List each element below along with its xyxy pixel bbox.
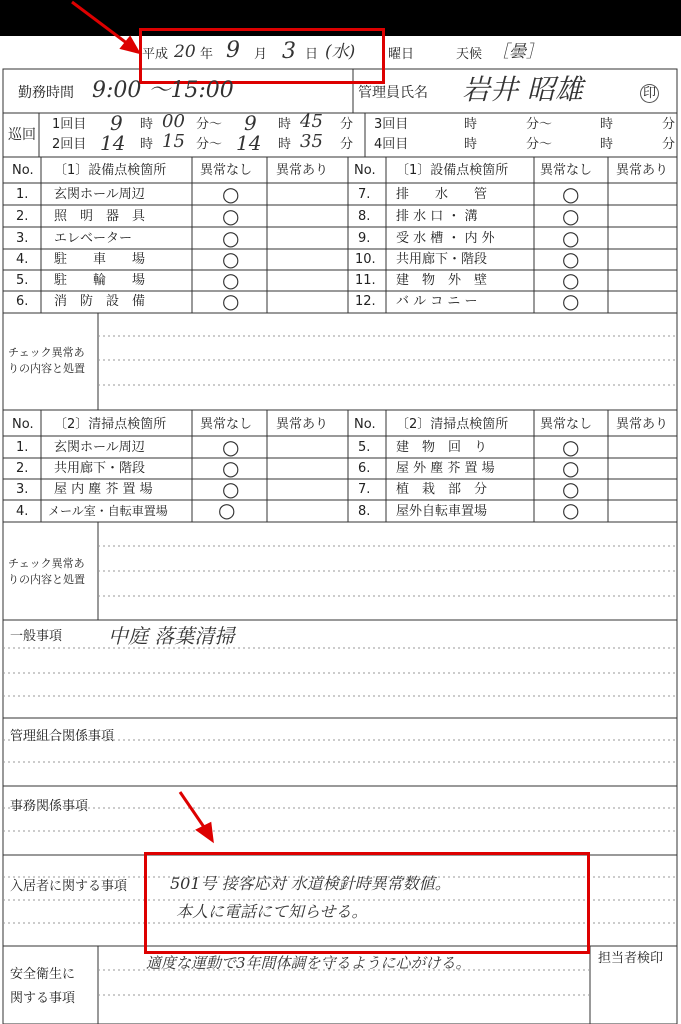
equipment-row-name: 照 明 器 具 [54,209,146,224]
equipment-row-ok-mark: ○ [222,182,240,206]
patrol-round-1-end-hour: 9 [244,111,257,135]
patrol-round-2-start-min: 15 [162,131,185,152]
patrol-round-1-end-min: 45 [300,111,323,132]
patrol-round-2-end-min: 35 [300,131,323,152]
equipment-row-no: 12. [355,294,376,309]
weekday-label: 曜日 [388,47,415,62]
cleaning-row-ok-mark: ○ [218,498,236,522]
patrol-round-2-end-hour: 14 [236,131,262,155]
patrol-round-1-start-min: 00 [162,111,185,132]
equipment-row-no: 2. [16,209,29,224]
patrol-min-from: 分〜 [526,117,553,132]
manager-label: 管理員氏名 [358,85,428,101]
weather-value: ［曇］ [492,42,543,62]
equipment-row-name: 排 水 口 ・ 溝 [396,209,478,224]
cleaning-row-ok-mark: ○ [562,435,580,459]
patrol-round-2-label: 2回目 [52,137,87,152]
cleaning-col-ok: 異常なし [200,417,253,432]
equipment-row-name: 受 水 槽 ・ 内 外 [396,231,495,246]
cleaning-row-name: 玄関ホール周辺 [54,440,145,455]
cleaning-check-label: りの内容と処置 [8,573,85,586]
patrol-round-3-label: 3回目 [374,117,409,132]
cleaning-col-no: No. [12,417,34,432]
equipment-row-ok-mark: ○ [562,268,580,292]
cleaning-row-name: 屋 外 塵 芥 置 場 [396,461,495,476]
equipment-row-name: 建 物 外 壁 [396,273,488,288]
era-label: 平成 [142,47,169,62]
equipment-col-no: No. [12,163,34,178]
patrol-round-4-label: 4回目 [374,137,409,152]
cleaning-row-no: 1. [16,440,29,455]
cleaning-row-no: 2. [16,461,29,476]
year-label: 年 [200,47,214,62]
equipment-row-name: 駐 車 場 [54,252,146,267]
cleaning-col-ok: 異常なし [540,417,593,432]
resident-notes-line-2: 本人に電話にて知らせる。 [176,902,368,921]
cleaning-row-no: 7. [358,482,371,497]
patrol-hour-unit: 時 [600,117,614,132]
patrol-min-from: 分〜 [196,117,223,132]
cleaning-col-no: No. [354,417,376,432]
patrol-hour-unit: 時 [278,117,292,132]
work-time-value: 9:00 〜15:00 [92,78,234,103]
equipment-row-ok-mark: ○ [222,226,240,250]
patrol-round-2-start-hour: 14 [100,131,126,155]
cleaning-col-place: 〔2〕清掃点検箇所 [54,417,167,432]
equipment-row-no: 10. [355,252,376,267]
equipment-row-ok-mark: ○ [562,247,580,271]
cleaning-row-name: 屋外自転車置場 [396,504,488,519]
equipment-row-name: 玄関ホール周辺 [54,187,145,202]
day-label: 日 [305,47,319,62]
patrol-hour-unit: 時 [600,137,614,152]
patrol-min-unit: 分 [340,117,354,132]
patrol-hour-unit: 時 [464,137,478,152]
equipment-row-ok-mark: ○ [222,204,240,228]
equipment-row-name: 駐 輪 場 [54,273,146,288]
association-notes-label: 管理組合関係事項 [10,729,115,744]
manager-name: 岩井 昭雄 [462,73,583,106]
equipment-col-ng: 異常あり [276,163,329,178]
year-value: 20 [174,42,196,62]
weekday-value: (水) [325,42,356,62]
cleaning-row-no: 3. [16,482,29,497]
equipment-row-name: バ ル コ ニ ー [396,294,478,309]
cleaning-row-name: 屋 内 塵 芥 置 場 [54,482,153,497]
cleaning-row-name: 建 物 回 り [396,440,488,455]
general-notes-text: 中庭 落葉清掃 [108,624,235,648]
cleaning-row-no: 6. [358,461,371,476]
work-time-label: 勤務時間 [18,85,74,101]
safety-notes-text: 適度な運動で3年間体調を守るように心がける。 [146,954,471,972]
equipment-row-name: 排 水 管 [396,187,488,202]
equipment-row-no: 8. [358,209,371,224]
equipment-row-no: 3. [16,231,29,246]
patrol-round-1-start-hour: 9 [110,111,123,135]
seal-stamp: 印 [640,84,659,103]
patrol-hour-unit: 時 [278,137,292,152]
month-label: 月 [254,47,268,62]
cleaning-row-ok-mark: ○ [222,435,240,459]
patrol-min-from: 分〜 [196,137,223,152]
equipment-row-no: 9. [358,231,371,246]
equipment-row-ok-mark: ○ [562,226,580,250]
equipment-row-no: 5. [16,273,29,288]
equipment-row-name: 消 防 設 備 [54,294,146,309]
equipment-row-ok-mark: ○ [562,182,580,206]
cleaning-row-name: 共用廊下・階段 [54,461,146,476]
resident-notes-label: 入居者に関する事項 [10,879,128,894]
patrol-hour-unit: 時 [140,117,154,132]
cleaning-row-no: 5. [358,440,371,455]
month-value: 9 [226,38,240,63]
cleaning-col-place: 〔2〕清掃点検箇所 [396,417,509,432]
equipment-row-ok-mark: ○ [222,268,240,292]
cleaning-row-ok-mark: ○ [562,456,580,480]
equipment-row-ok-mark: ○ [562,289,580,313]
office-notes-label: 事務関係事項 [10,799,89,814]
equipment-check-label: チェック異常あ [8,346,85,359]
safety-notes-label: 関する事項 [10,991,76,1006]
equipment-col-place: 〔1〕設備点検箇所 [54,163,167,178]
resident-notes-line-1: 501号 接客応対 水道検針時異常数値。 [170,874,451,893]
equipment-row-name: エレベーター [54,231,133,246]
equipment-check-label: りの内容と処置 [8,362,85,375]
equipment-row-no: 1. [16,187,29,202]
equipment-row-no: 11. [355,273,376,288]
safety-notes-label: 安全衛生に [10,967,76,982]
equipment-row-no: 6. [16,294,29,309]
patrol-hour-unit: 時 [464,117,478,132]
equipment-row-ok-mark: ○ [222,247,240,271]
cleaning-col-ng: 異常あり [616,417,669,432]
equipment-row-ok-mark: ○ [222,289,240,313]
weather-label: 天候 [456,47,483,62]
patrol-round-1-label: 1回目 [52,117,87,132]
cleaning-check-label: チェック異常あ [8,557,85,570]
patrol-hour-unit: 時 [140,137,154,152]
equipment-col-ok: 異常なし [200,163,253,178]
equipment-row-name: 共用廊下・階段 [396,252,488,267]
cleaning-row-ok-mark: ○ [562,477,580,501]
patrol-label: 巡回 [8,127,36,143]
cleaning-row-name: 植 栽 部 分 [396,482,488,497]
cleaning-row-ok-mark: ○ [222,477,240,501]
patrol-min-from: 分〜 [526,137,553,152]
cleaning-row-no: 8. [358,504,371,519]
equipment-col-ok: 異常なし [540,163,593,178]
cleaning-row-ok-mark: ○ [562,498,580,522]
inspector-stamp-label: 担当者検印 [598,951,664,966]
cleaning-row-ok-mark: ○ [222,456,240,480]
equipment-col-place: 〔1〕設備点検箇所 [396,163,509,178]
equipment-col-ng: 異常あり [616,163,669,178]
equipment-row-ok-mark: ○ [562,204,580,228]
cleaning-col-ng: 異常あり [276,417,329,432]
day-value: 3 [282,39,296,64]
patrol-min-unit: 分 [340,137,354,152]
cleaning-row-no: 4. [16,504,29,519]
general-notes-label: 一般事項 [10,629,63,644]
equipment-row-no: 4. [16,252,29,267]
patrol-min-unit: 分 [662,117,676,132]
equipment-row-no: 7. [358,187,371,202]
equipment-col-no: No. [354,163,376,178]
cleaning-row-name: メール室・自転車置場 [48,504,168,518]
patrol-min-unit: 分 [662,137,676,152]
